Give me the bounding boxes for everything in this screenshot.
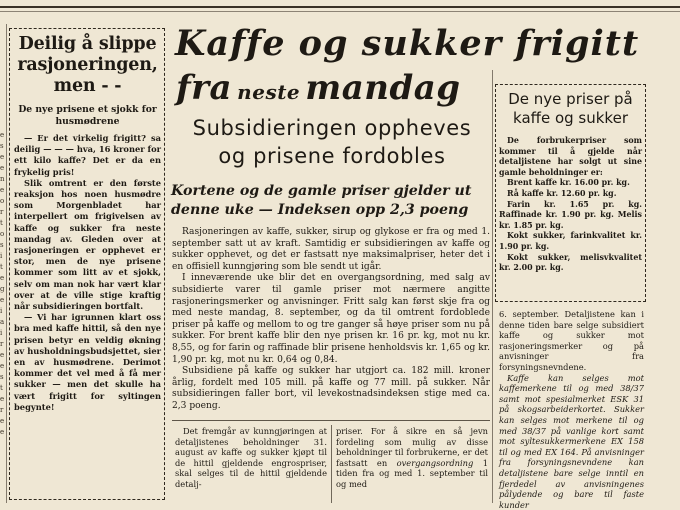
main-kicker-line1: Kortene og de gamle priser gjelder ut [171,183,472,199]
main-headline-word-fra: fra [176,68,233,108]
edge-letter: e [0,362,5,370]
edge-letter: t [0,384,3,392]
edge-letter: a [0,318,5,326]
bottom-left-text: Det fremgår av kunngjøringen at detaljistenes beholdninger 31. august av kaffe og sukker kjøpt til de hittil gjeldende engrospriser, skal selges til de hittil gjeldende detalj- [175,426,327,489]
main-subheadline-line1: Subsidieringen oppheves [192,116,472,140]
price-line: Brent kaffe kr. 16.00 pr. kg. [507,178,630,188]
left-article [14,34,161,413]
price-line: Rå kaffe kr. 12.60 pr. kg. [507,188,617,198]
edge-letter: r [0,340,4,348]
right-box-price-list [499,178,642,273]
edge-letter: r [0,406,4,414]
edge-letter: s [0,142,4,150]
edge-letter: s [0,373,4,381]
left-edge-rule [6,24,7,503]
main-kicker [171,182,491,220]
left-body [14,133,161,413]
left-subheadline: De nye prisene et sjokk for husmødrene [18,104,157,127]
left-headline: Deilig å slippe rasjoneringen, men - - [17,34,158,96]
right-column-rule [492,70,493,503]
edge-letter: g [0,285,5,293]
bottom-right-text-c: 1 tiden fra og med 1. september til og med [336,457,488,489]
right-paragraph-2: Kaffe kan selges mot kaffemerkene til og med 38/37 samt mot spesialmerket ESK 31 på skogsarbeiderkortet. Sukker kan selges mot merkene til og med 38/37 på vanlige kort samt mot syltesukkermerkene EX 158 til og med EX 164. På anvisninger fra forsyningsnevndene kan detaljistene bare selge inntil en fjerdedel av anvisningenes pålydende og bare til faste kunder [499,372,644,510]
price-line: Farin kr. 1.65 pr. kg. Raffinade kr. 1.90 pr. kg. Melis kr. 1.85 pr. kg. [499,199,642,230]
price-line: Kokt sukker, melisvkvalitet kr. 2.00 pr. kg. [499,252,642,273]
right-column-text [499,309,644,510]
right-box-content [499,90,642,274]
main-body [172,227,490,413]
edge-letter: e [0,131,5,139]
main-bottom-right [336,426,488,490]
right-box-headline: De nye priser på kaffe og sukker [508,90,633,127]
edge-letter: e [0,186,5,194]
edge-letter: e [0,153,5,161]
bottom-right-text-a: priser. For å sikre en så jevn fordeling som mulig av disse beholdninger til forbrukerne, er det fastsatt en [336,426,488,468]
edge-letter: s [0,241,4,249]
edge-letter: t [0,219,3,227]
edge-letter: e [0,428,5,436]
main-headline-line1: Kaffe og sukker frigitt [175,23,640,64]
main-kicker-line2: denne uke — Indeksen opp 2,3 poeng [171,202,469,218]
edge-letter: t [0,263,3,271]
edge-letter: n [0,175,5,183]
edge-letter: e [0,417,5,425]
edge-letter: i [0,307,3,315]
edge-letter: o [0,230,5,238]
edge-letter: e [0,164,5,172]
right-paragraph-1: 6. september. Detaljistene kan i denne tiden bare selge subsidiert kaffe og sukker mot rasjoneringsmerker og på anvisninger fra forsyningsnevndene. [499,309,644,372]
left-paragraph: — Er det virkelig frigitt? sa deilig — — — hva, 16 kroner for ett kilo kaffe? Det er da en frykelig pris! [14,133,161,177]
price-line: Kokt sukker, farinkvalitet kr. 1.90 pr. kg. [499,231,642,251]
bottom-right-text [336,426,488,490]
cropped-edge-letters [0,130,5,438]
right-box-intro: De forbrukerpriser som kommer til å gjelde når detaljistene har solgt ut sine gamle beholdninger er: [499,136,642,177]
main-subheadline-line2: og prisene fordobles [218,144,446,168]
main-headline-word-neste: neste [237,80,301,104]
edge-letter: o [0,197,5,205]
edge-letter: i [0,329,3,337]
edge-letter: e [0,274,5,282]
bottom-right-text-b: overgangsordning [396,457,474,468]
left-paragraph: — Vi har igrunnen klart oss bra med kaffe hittil, så den nye prisen betyr en veldig økning av husholdningsbudsjettet, sier en av husmødrene. Derimot kommer det vel med å få mer sukker — men det skulle ha vært frigitt for syltingen begynte! [14,312,161,412]
edge-letter: i [0,252,3,260]
left-paragraph: Slik omtrent er den første reaksjon hos noen husmødre som Morgenbladet har interpellert om frigivelsen av kaffe og sukker fra neste mandag av. Gleden over at rasjoneringen er opphevet er stor, men de nye prisene kommer som litt av et sjokk, selv om man nok har vært klar over at de ville stige kraftig når subsidieringen bortfalt. [14,177,161,312]
main-paragraph: Subsidiene på kaffe og sukker har utgjort ca. 182 mill. kroner årlig, fordelt med 105 mill. på kaffe og 77 mill. på sukker. Når subsidieringen faller bort, vil levekostnadsindeksen stige med ca. 2,3 poeng. [172,366,490,411]
main-bottom-left [175,426,327,490]
main-bottom-column-divider [331,425,332,503]
edge-letter: e [0,296,5,304]
top-rule [0,6,680,8]
main-headline-word-mandag: mandag [305,68,461,108]
main-paragraph: I inneværende uke blir det en overgangsordning, med salg av subsidierte varer til gamle priser mot nærmere angitte rasjoneringsmerker og anvisninger. Fritt salg kan først skje fra og med neste mandag, 8. september, og da til omtrent fordoblede priser på kaffe og mellom to og tre ganger så høye priser som nu på sukker. For brent kaffe blir den nye prisen kr. 16 pr. kg, mot nu kr. 8,55, og for farin og raffinade blir prisene henholdsvis kr. 1,65 og kr. 1,90 pr. kg, mot nu kr. 0,64 og 0,84. [172,273,490,365]
edge-letter: r [0,208,4,216]
main-bottom-divider [172,420,490,421]
main-paragraph: Rasjoneringen av kaffe, sukker, sirup og glykose er fra og med 1. september satt ut av kraft. Samtidig er subsidieringen av kaffe og sukker opphevet, og det er fastsatt nye maksimalpriser, heter det i en offisiell kunngjøring som ble sendt ut igår. [172,227,490,272]
main-headline-line2 [176,68,496,108]
edge-letter: e [0,395,5,403]
edge-letter: e [0,351,5,359]
top-rule-inner [0,11,680,12]
